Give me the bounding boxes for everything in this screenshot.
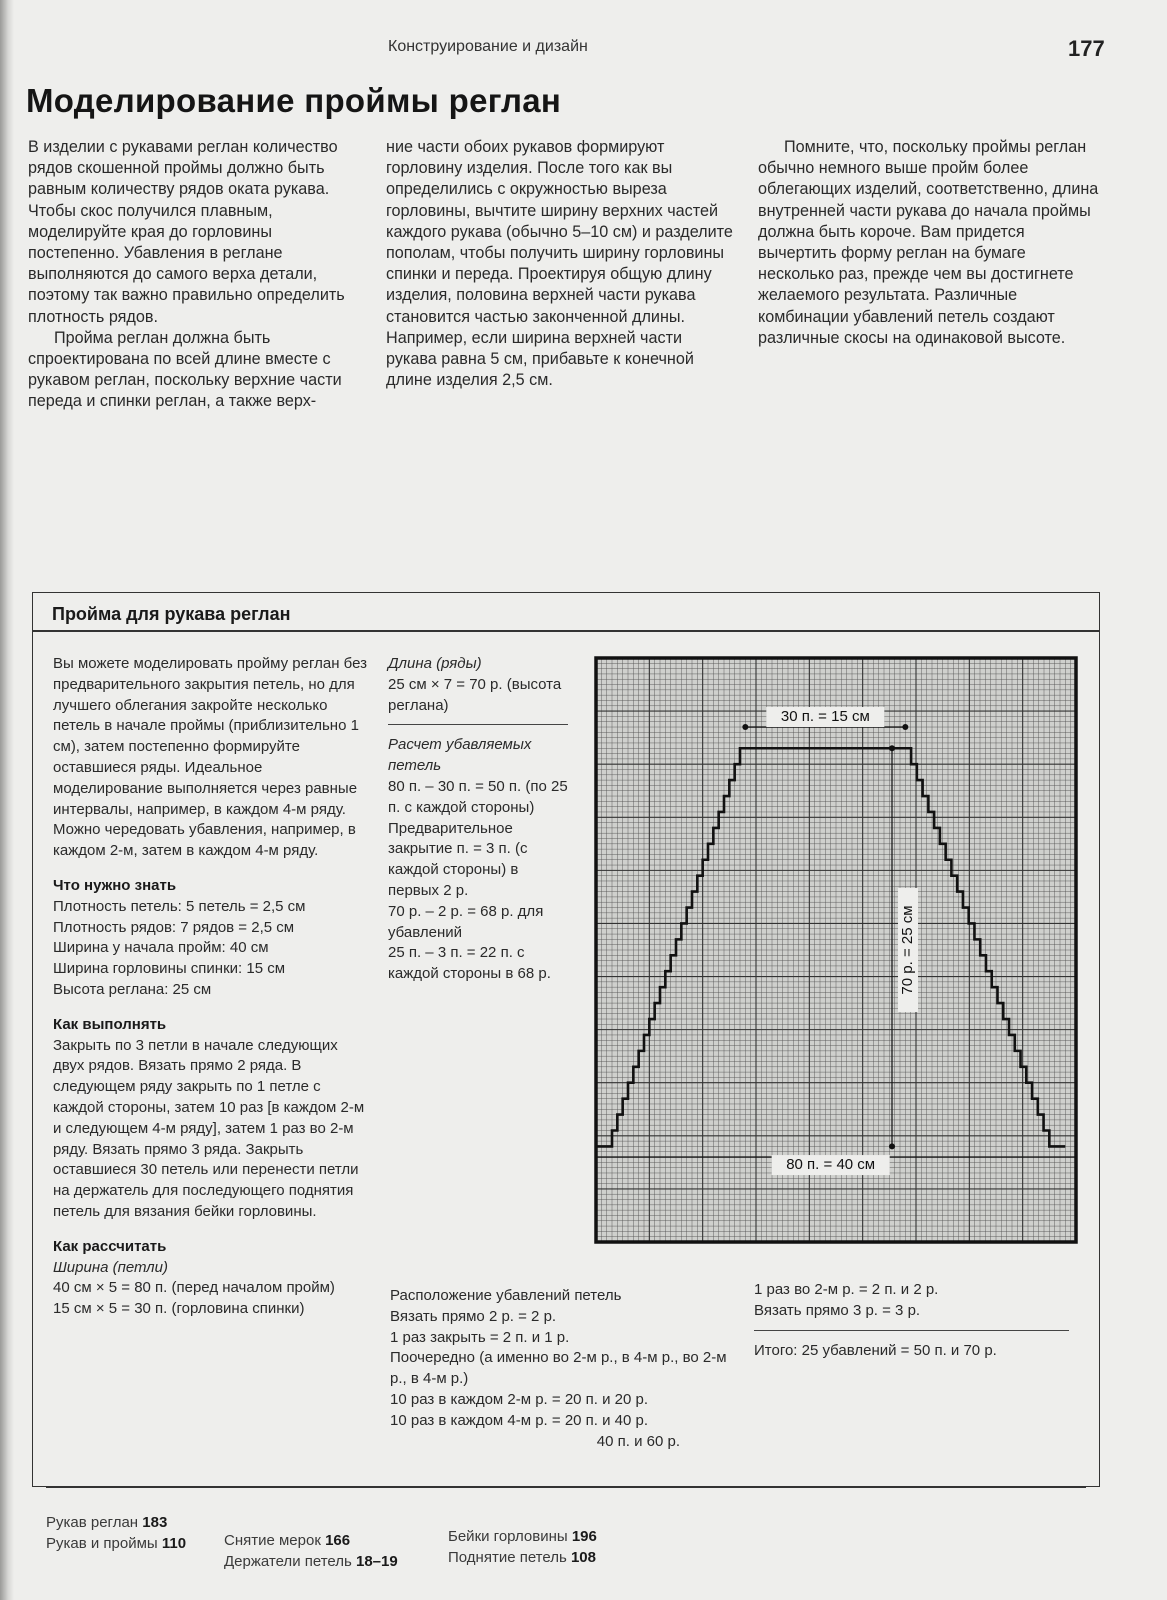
cross-reference-page: 196 xyxy=(571,1528,597,1545)
box-middle-column xyxy=(388,654,568,985)
intro-paragraph: ние части обоих рукавов формируют горловину изделия. После того как вы определились с окружностью выреза горловины, вычтите ширину верхних частей каждого рукава (обычно 5–10 см) и разделите пополам, чтобы получить ширину горловины спинки и переда. Проектируя общую длину изделия, половина верхней части рукава становится частью законченной длины. Например, если ширина верхней части рукава равна 5 см, прибавьте к конечной длине изделия 2,5 см. xyxy=(386,138,733,390)
height-label: 70 р. = 25 см xyxy=(898,905,916,995)
length-heading: Длина (ряды) xyxy=(388,655,482,672)
divider xyxy=(754,1330,1069,1331)
box-left-column xyxy=(53,654,373,1320)
page-title: Моделирование проймы реглан xyxy=(26,82,562,119)
know-heading: Что нужно знать xyxy=(53,876,177,894)
cross-reference[interactable] xyxy=(46,1533,186,1554)
decrease-heading: Расчет убавляемых петель xyxy=(388,736,532,775)
placement-line: 1 раз во 2-м р. = 2 п. и 2 р. xyxy=(754,1281,939,1298)
intro-paragraph: Пройма реглан должна быть спроектирована по всей длине вместе с рукавом реглан, поскольку верхние части переда и спинки реглан, а также верх- xyxy=(28,328,342,411)
know-item: Плотность рядов: 7 рядов = 2,5 см xyxy=(53,918,295,936)
footer-divider xyxy=(46,1486,1086,1488)
cross-reference[interactable] xyxy=(448,1547,597,1568)
placement-line: 10 раз в каждом 4-м р. = 20 п. и 40 р. xyxy=(390,1411,649,1429)
box-title-divider xyxy=(32,630,1100,632)
placement-line: 10 раз в каждом 2-м р. = 20 п. и 20 р. xyxy=(390,1390,649,1408)
cross-reference-text: Поднятие петель xyxy=(448,1549,567,1566)
cross-reference-text: Держатели петель xyxy=(224,1553,352,1570)
placement-line: Поочередно (а именно во 2-м р., в 4-м р., во 2-м р., в 4-м р.) xyxy=(390,1349,727,1388)
page-number: 177 xyxy=(1068,36,1105,61)
cross-reference-page: 166 xyxy=(325,1532,351,1549)
placement-line: Вязать прямо 3 р. = 3 р. xyxy=(754,1301,921,1319)
cross-reference-column xyxy=(224,1530,398,1572)
divider xyxy=(388,724,568,725)
decrease-line: 80 п. – 30 п. = 50 п. (по 25 п. с каждой стороны) xyxy=(388,777,568,816)
cross-reference-text: Снятие мерок xyxy=(224,1532,321,1549)
decrease-line: 25 п. – 3 п. = 22 п. с каждой стороны в 68 р. xyxy=(388,944,551,983)
cross-reference-page: 108 xyxy=(570,1549,596,1566)
bottom-width-label: 80 п. = 40 см xyxy=(786,1156,876,1174)
how-text: Закрыть по 3 петли в начале следующих двух рядов. Вязать прямо 2 ряда. В следующем ряду закрыть по 1 петле с каждой стороны, затем 10 раз [в каждом 2-м и следующем 4-м ряду], затем 1 раз во 2-м ряду. Вязать прямо 3 ряда. Закрыть оставшиеся 30 петель или перенести петли на держатель для последующего поднятия петель для вязания бейки горловины. xyxy=(53,1036,365,1220)
box-intro-text: Вы можете моделировать пройму реглан без предварительного закрытия петель, но для лучшего облегания закройте несколько петель в начале проймы (приблизительно 1 см), затем постепенно формируйте оставшиеся ряды. Идеальное моделирование выполняется через равные интервалы, например, в каждом 4-м ряду. Можно чередовать убавления, например, в каждом 2-м, затем в каждом 4-м ряду. xyxy=(53,655,367,860)
height-top-marker xyxy=(889,745,895,751)
decrease-line: Предварительное закрытие п. = 3 п. (с каждой стороны) в первых 2 р. xyxy=(388,819,528,899)
cross-reference[interactable] xyxy=(224,1530,398,1551)
intro-column-3 xyxy=(758,137,1103,349)
decrease-line: 70 р. – 2 р. = 68 р. для убавлений xyxy=(388,902,544,941)
intro-paragraph: В изделии с рукавами реглан количество рядов скошенной проймы должно быть равным количеству рядов оката рукава. Чтобы скос получился плавным, моделируйте края до горловины постепенно. Убавления в реглане выполняются до самого верха детали, поэтому так важно правильно определить плотность рядов. xyxy=(28,138,345,326)
know-item: Ширина у начала пройм: 40 см xyxy=(53,939,269,957)
calc-line: 40 см × 5 = 80 п. (перед началом пройм) xyxy=(53,1279,335,1297)
cross-reference[interactable] xyxy=(46,1512,186,1533)
top-width-label: 30 п. = 15 см xyxy=(780,707,870,725)
calc-heading: Как рассчитать xyxy=(53,1237,167,1255)
know-item: Плотность петель: 5 петель = 2,5 см xyxy=(53,897,306,915)
intro-paragraph: Помните, что, поскольку проймы реглан обычно немного выше пройм более облегающих изделий, соответственно, длина внутренней части рукава до начала проймы должна быть короче. Вам придется вычертить форму реглан на бумаге несколько раз, прежде чем вы достигнете желаемого результата. Различные комбинации убавлений петель создают различные скосы на одинаковой высоте. xyxy=(758,138,1099,347)
know-item: Высота реглана: 25 см xyxy=(53,980,212,998)
know-item: Ширина горловины спинки: 15 см xyxy=(53,960,286,978)
cross-reference[interactable] xyxy=(448,1526,597,1547)
placement-subtotal: 40 п. и 60 р. xyxy=(596,1432,680,1450)
top-left-marker xyxy=(742,724,748,730)
placement-line: Вязать прямо 2 р. = 2 р. xyxy=(390,1307,557,1325)
cross-reference-text: Бейки горловины xyxy=(448,1528,568,1545)
length-text: 25 см × 7 = 70 р. (высота реглана) xyxy=(388,675,562,714)
total-line: Итого: 25 убавлений = 50 п. и 70 р. xyxy=(754,1341,997,1359)
cross-reference[interactable] xyxy=(224,1551,398,1572)
cross-reference-page: 183 xyxy=(142,1514,168,1531)
raglan-grid-chart xyxy=(592,654,1080,1246)
calc-line: 15 см × 5 = 30 п. (горловина спинки) xyxy=(53,1300,305,1318)
top-right-marker xyxy=(902,724,908,730)
cross-reference-column xyxy=(46,1512,186,1554)
placement-heading: Расположение убавлений петель xyxy=(390,1287,622,1304)
height-bottom-marker xyxy=(889,1143,895,1149)
cross-reference-column xyxy=(448,1526,597,1568)
raglan-grid-svg xyxy=(592,654,1080,1246)
cross-reference-page: 18–19 xyxy=(356,1553,398,1570)
box-title: Пройма для рукава реглан xyxy=(52,604,291,624)
placement-line: 1 раз закрыть = 2 п. и 1 р. xyxy=(390,1328,570,1346)
decrease-placement xyxy=(390,1286,740,1452)
how-heading: Как выполнять xyxy=(53,1015,167,1033)
book-spine-shadow xyxy=(0,0,14,1600)
intro-column-1 xyxy=(28,137,363,413)
cross-reference-page: 110 xyxy=(161,1535,187,1552)
intro-column-2 xyxy=(386,137,736,391)
calc-subheading: Ширина (петли) xyxy=(53,1258,168,1276)
cross-reference-text: Рукав реглан xyxy=(46,1514,139,1531)
running-head: Конструирование и дизайн xyxy=(388,38,588,55)
cross-reference-text: Рукав и проймы xyxy=(46,1535,158,1552)
box-right-column xyxy=(754,1280,1069,1361)
